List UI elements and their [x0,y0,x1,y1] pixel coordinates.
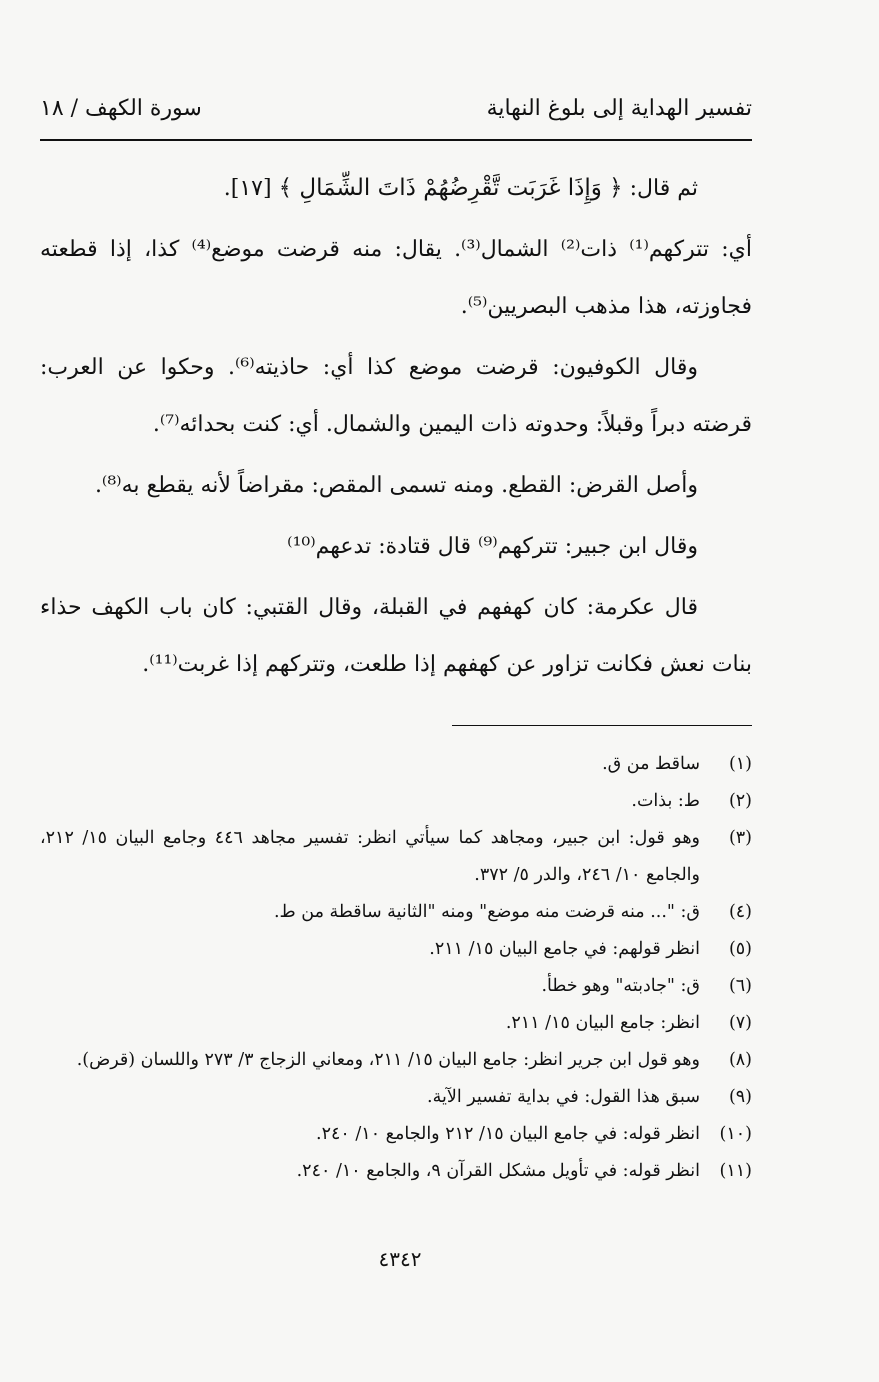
footnote [40,746,752,783]
ayah-intro: ثم قال: [622,176,698,201]
footnote [40,1042,752,1079]
book-title: تفسير الهداية إلى بلوغ النهاية [486,96,752,121]
footnote-number: (٥) [728,939,752,959]
footnote-text: وهو قول ابن جرير انظر: جامع البيان ١٥/ ٢١١، ومعاني الزجاج ٣/ ٢٧٣ واللسان (قرض). [76,1050,700,1070]
footnote [40,1005,752,1042]
footnote-number: (٤) [728,902,752,922]
footnote [40,1116,752,1153]
header-divider [40,139,752,141]
footnote-number: (٧) [728,1013,752,1033]
footnote-number: (٩) [728,1087,752,1107]
paragraph-5: وقال ابن جبير: تتركهم⁽⁹⁾ قال قتادة: تدعهم⁽¹⁰⁾ [287,534,698,559]
quran-verse: ﴿ وَإِذَا غَرَبَت تَّقْرِضُهُمْ ذَاتَ الشِّمَالِ ﴾ [278,175,623,201]
paragraph-2: أي: تتركهم⁽¹⁾ ذات⁽²⁾ الشمال⁽³⁾. يقال: منه قرضت موضع⁽⁴⁾ كذا، إذا قطعته فجاوزته، هذا مذهب البصريين⁽⁵⁾. [40,237,753,319]
footnote-text: انظر: جامع البيان ١٥/ ٢١١. [505,1013,700,1033]
paragraph-ayah [40,160,752,217]
footnote-text: وهو قول: ابن جبير، ومجاهد كما سيأتي انظر: تفسير مجاهد ٤٤٦ وجامع البيان ١٥/ ٢١٢، والجامع ١٠/ ٢٤٦، والدر ٥/ ٣٧٢. [40,828,700,885]
footnote-number: (١٠) [719,1124,752,1144]
footnote-number: (٢) [728,791,752,811]
footnote-text: سبق هذا القول: في بداية تفسير الآية. [427,1087,700,1107]
footnote-text: انظر قولهم: في جامع البيان ١٥/ ٢١١. [429,939,700,959]
footnote-separator [452,725,752,726]
page-number: ٤٣٤٢ [378,1247,422,1271]
main-text [40,160,752,697]
footnote [40,931,752,968]
footnote-text: ق: "... منه قرضت منه موضع" ومنه "الثانية ساقطة من ط. [273,902,700,922]
paragraph-6: قال عكرمة: كان كهفهم في القبلة، وقال القتبي: كان باب الكهف حذاء بنات نعش فكانت تزاور عن كهفهم إذا طلعت، وتتركهم إذا غربت⁽¹¹⁾. [40,595,752,677]
footnote-text: ق: "جادبته" وهو خطأ. [541,976,700,996]
footnote-number: (٦) [728,976,752,996]
footnote [40,894,752,931]
footnotes [40,746,752,1190]
footnote [40,820,752,894]
footnote-text: ط: بذات. [631,791,700,811]
footnote [40,1079,752,1116]
footnote-number: (٣) [728,828,752,848]
footnote [40,1153,752,1190]
footnote-text: انظر قوله: في جامع البيان ١٥/ ٢١٢ والجامع ١٠/ ٢٤٠. [316,1124,700,1144]
footnote-text: انظر قوله: في تأويل مشكل القرآن ٩، والجامع ١٠/ ٢٤٠. [296,1161,700,1181]
footnote [40,968,752,1005]
footnote-number: (٨) [728,1050,752,1070]
footnote-text: ساقط من ق. [602,754,700,774]
footnote-number: (١) [728,754,752,774]
ayah-reference: [١٧]. [223,176,279,201]
footnote-number: (١١) [719,1161,752,1181]
running-header [40,88,752,132]
paragraph-4: وأصل القرض: القطع. ومنه تسمى المقص: مقراضاً لأنه يقطع به⁽⁸⁾. [94,473,698,498]
paragraph-3: وقال الكوفيون: قرضت موضع كذا أي: حاذيته⁽⁶⁾. وحكوا عن العرب: قرضته دبراً وقبلاً: وحدوته ذات اليمين والشمال. أي: كنت بحدائه⁽⁷⁾. [40,355,752,437]
surah-page-label: سورة الكهف / ١٨ [40,96,202,121]
footnote [40,783,752,820]
